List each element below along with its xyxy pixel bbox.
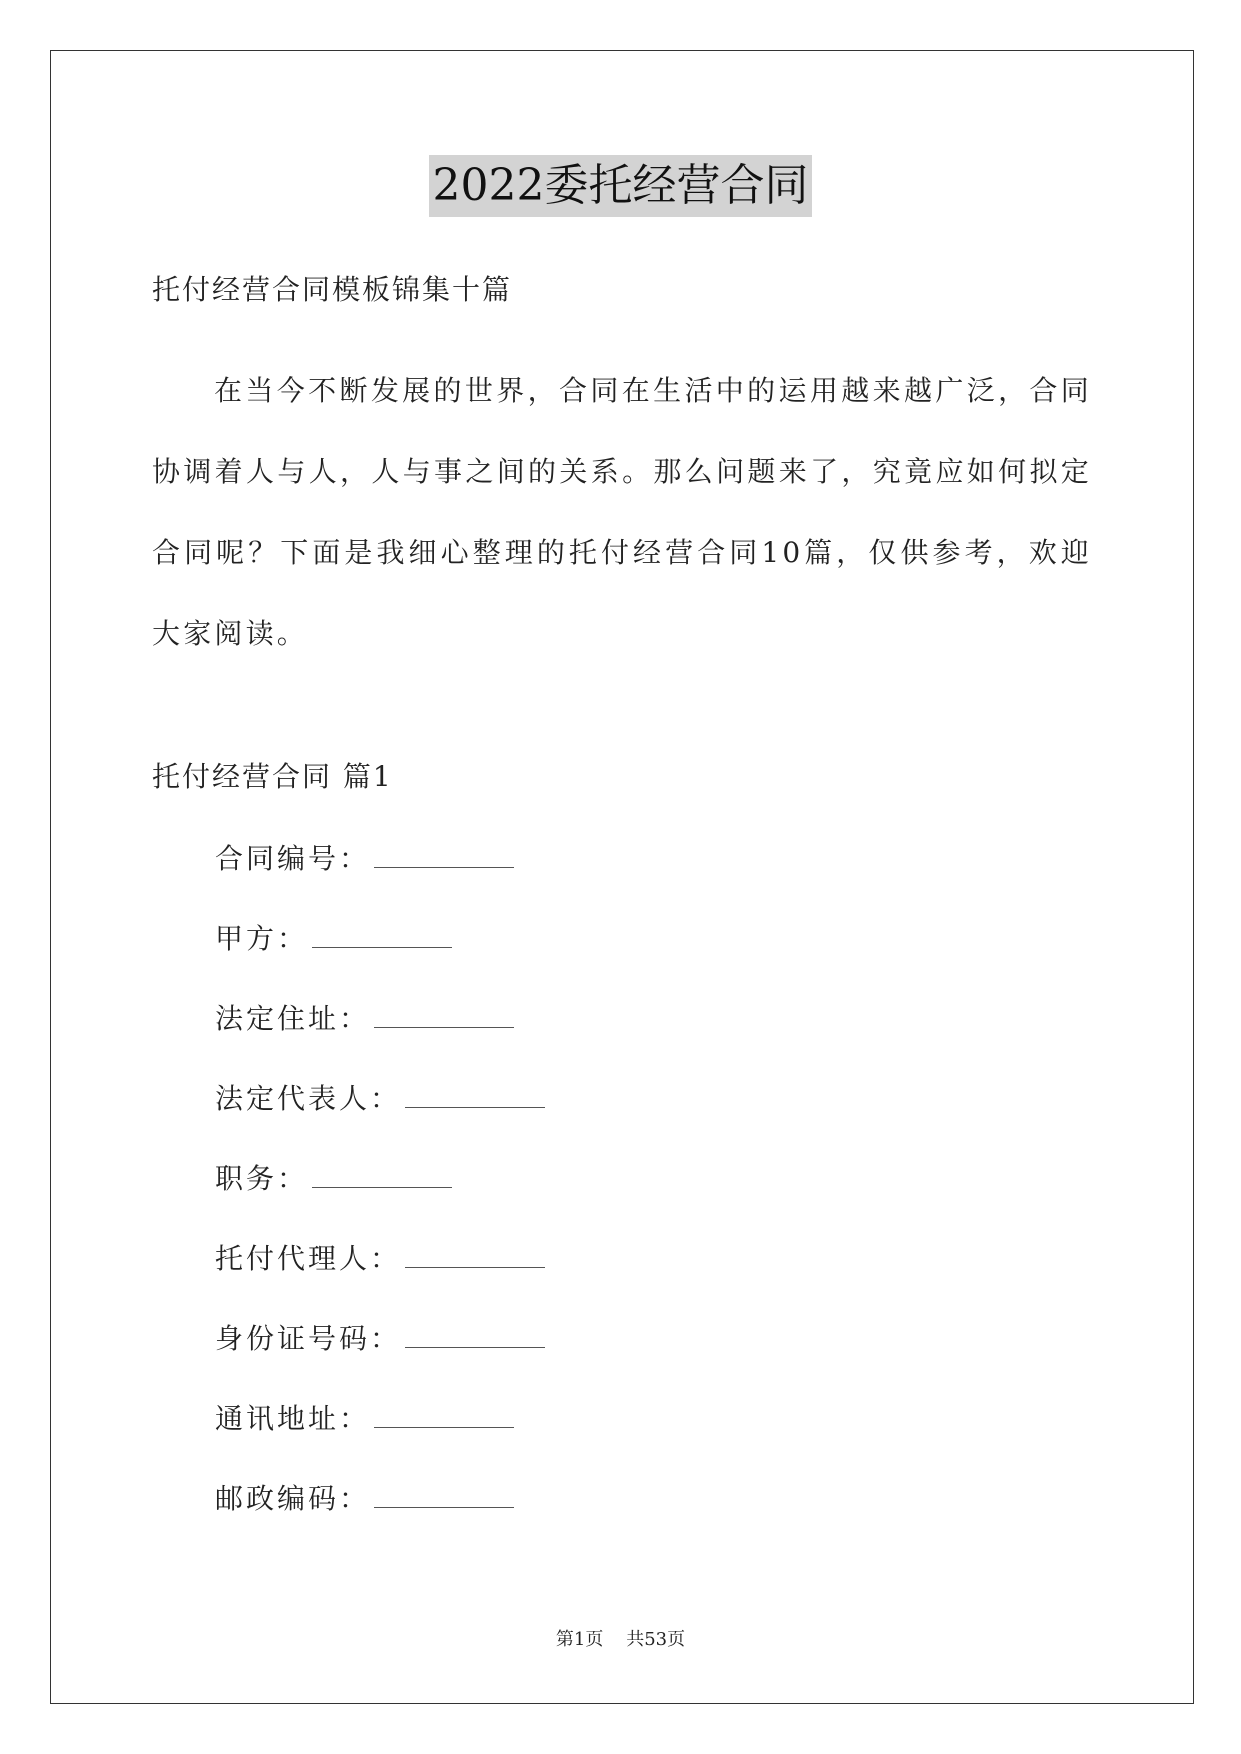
field-label: 法定住址： — [215, 1002, 371, 1035]
blank-line — [312, 1157, 452, 1188]
field-legal-address — [215, 997, 514, 1039]
blank-line — [374, 1397, 514, 1428]
blank-line — [374, 997, 514, 1028]
field-label: 甲方： — [215, 922, 309, 955]
blank-line — [374, 837, 514, 868]
field-position — [215, 1157, 452, 1199]
blank-line — [405, 1237, 545, 1268]
field-label: 合同编号： — [215, 842, 371, 875]
field-label: 托付代理人： — [215, 1242, 402, 1275]
field-label: 身份证号码： — [215, 1322, 402, 1355]
document-title: 2022委托经营合同 — [429, 155, 813, 217]
field-label: 职务： — [215, 1162, 309, 1195]
field-agent — [215, 1237, 545, 1279]
field-label: 法定代表人： — [215, 1082, 402, 1115]
blank-line — [405, 1077, 545, 1108]
field-party-a — [215, 917, 452, 959]
field-label: 邮政编码： — [215, 1482, 371, 1515]
field-postal-code — [215, 1477, 514, 1519]
field-mailing-address — [215, 1397, 514, 1439]
title-container — [0, 155, 1241, 217]
field-label: 通讯地址： — [215, 1402, 371, 1435]
field-legal-representative — [215, 1077, 545, 1119]
field-contract-number — [215, 837, 514, 879]
document-subtitle: 托付经营合同模板锦集十篇 — [152, 273, 513, 306]
blank-line — [405, 1317, 545, 1348]
page-number-footer: 第1页 共53页 — [555, 1629, 686, 1650]
blank-line — [312, 917, 452, 948]
intro-paragraph: 在当今不断发展的世界，合同在生活中的运用越来越广泛，合同协调着人与人，人与事之间的关系。那么问题来了，究竟应如何拟定合同呢？下面是我细心整理的托付经营合同10篇，仅供参考，欢迎大家阅读。 — [152, 374, 1092, 650]
blank-line — [374, 1477, 514, 1508]
section-title: 托付经营合同 篇1 — [152, 760, 393, 793]
field-id-number — [215, 1317, 545, 1359]
